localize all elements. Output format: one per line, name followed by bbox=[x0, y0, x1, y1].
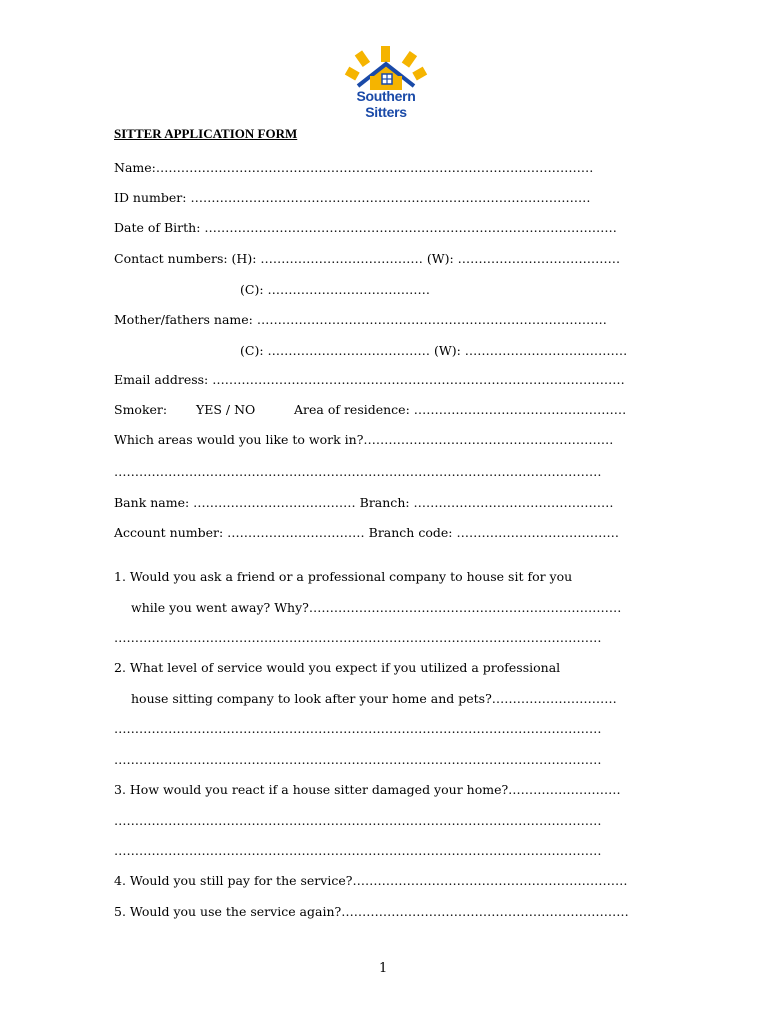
southern-sitters-logo bbox=[340, 44, 432, 120]
page-number: 1 bbox=[379, 961, 388, 976]
question-1: 1. Would you ask a friend or a professional company to house sit for you bbox=[114, 569, 573, 584]
work-areas-field[interactable]: Which areas would you like to work in?…………………………………………………… bbox=[114, 432, 614, 447]
contact-numbers-field[interactable]: Contact numbers: (H): ………………………………… (W): ………………………………… bbox=[114, 251, 621, 266]
question-4[interactable]: 4. Would you still pay for the service?………………………………………………………… bbox=[114, 873, 628, 888]
question-2-answer-line[interactable]: ……………………………………………………………………………………………………… bbox=[114, 752, 602, 767]
smoker-label: Smoker: bbox=[114, 402, 168, 417]
email-field[interactable]: Email address: ……………………………………………………………………………………… bbox=[114, 372, 625, 387]
question-3[interactable]: 3. How would you react if a house sitter damaged your home?……………………… bbox=[114, 782, 621, 797]
question-5[interactable]: 5. Would you use the service again?…………………………………………………………… bbox=[114, 904, 629, 919]
form-title: SITTER APPLICATION FORM bbox=[114, 126, 298, 141]
name-field[interactable]: Name:…………………………………………………………………………………………… bbox=[114, 160, 594, 175]
residence-field[interactable]: Area of residence: …………………………………………… bbox=[294, 402, 627, 417]
sun-house-icon bbox=[340, 44, 432, 90]
question-3-answer-line[interactable]: ……………………………………………………………………………………………………… bbox=[114, 813, 602, 828]
work-areas-continued[interactable]: ……………………………………………………………………………………………………… bbox=[114, 464, 602, 479]
parent-contact-field[interactable]: (C): ………………………………… (W): ………………………………… bbox=[240, 343, 628, 358]
id-number-field[interactable]: ID number: …………………………………………………………………………………… bbox=[114, 190, 591, 205]
logo-text: Southern Sitters bbox=[356, 88, 416, 120]
question-1-answer-line[interactable]: ……………………………………………………………………………………………………… bbox=[114, 630, 602, 645]
smoker-options[interactable]: YES / NO bbox=[196, 402, 256, 417]
contact-cell-field[interactable]: (C): ………………………………… bbox=[240, 282, 431, 297]
account-field[interactable]: Account number: …………………………… Branch code: ………………………………… bbox=[114, 525, 619, 540]
question-2: 2. What level of service would you expect if you utilized a professional bbox=[114, 660, 561, 675]
question-2-answer[interactable]: house sitting company to look after your home and pets?………………………… bbox=[131, 691, 617, 706]
question-3-answer-line[interactable]: ……………………………………………………………………………………………………… bbox=[114, 843, 602, 858]
question-2-answer-line[interactable]: ……………………………………………………………………………………………………… bbox=[114, 721, 602, 736]
dob-field[interactable]: Date of Birth: ……………………………………………………………………………………… bbox=[114, 220, 617, 235]
question-1-answer[interactable]: while you went away? Why?………………………………………………………………… bbox=[131, 600, 622, 615]
bank-field[interactable]: Bank name: ………………………………… Branch: ………………………………………… bbox=[114, 495, 614, 510]
parent-name-field[interactable]: Mother/fathers name: ………………………………………………………………………… bbox=[114, 312, 607, 327]
